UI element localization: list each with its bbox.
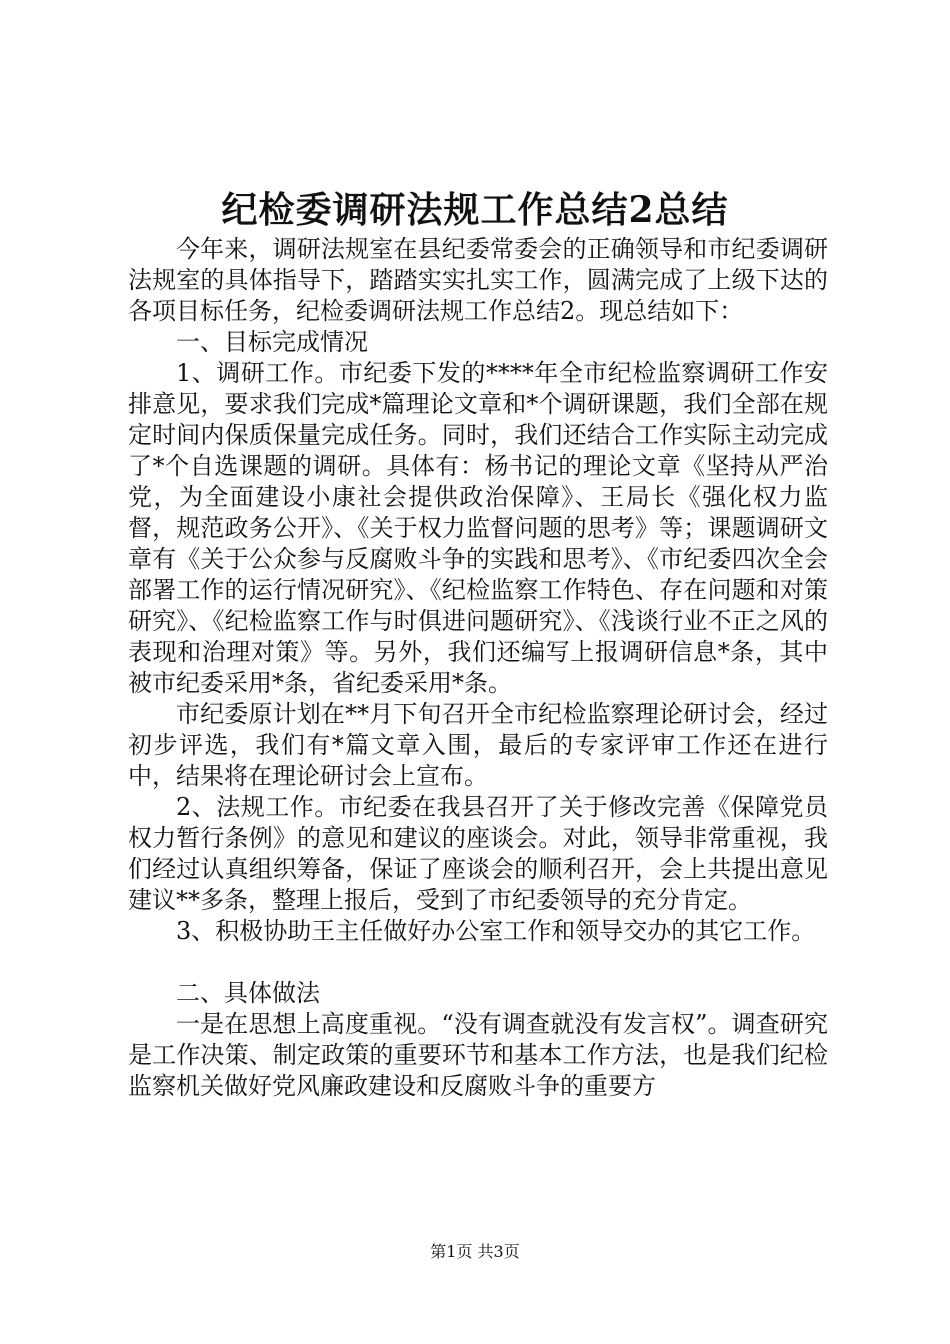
page-footer: 第1页 共3页 <box>430 1242 520 1261</box>
document-title: 纪检委调研法规工作总结2总结 <box>221 189 729 231</box>
assist-work-paragraph: 3、积极协助王主任做好办公室工作和领导交办的其它工作。 <box>176 917 816 945</box>
section-heading-goals: 一、目标完成情况 <box>176 328 368 356</box>
section-heading-methods: 二、具体做法 <box>176 979 320 1007</box>
regulation-work-paragraph: 2、法规工作。市纪委在我县召开了关于修改完善《保障党员权力暂行条例》的意见和建议的座谈会。对此，领导非常重视，我们经过认真组织筹备，保证了座谈会的顺利召开，会上共提出意见建议**多条，整理上报后，受到了市纪委领导的充分肯定。 <box>128 793 828 914</box>
seminar-paragraph: 市纪委原计划在**月下旬召开全市纪检监察理论研讨会，经过初步评选，我们有*篇文章入围，最后的专家评审工作还在进行中，结果将在理论研讨会上宣布。 <box>128 700 828 790</box>
research-work-paragraph: 1、调研工作。市纪委下发的****年全市纪检监察调研工作安排意见，要求我们完成*篇理论文章和*个调研课题，我们全部在规定时间内保质保量完成任务。同时，我们还结合工作实际主动完成了*个自选课题的调研。具体有：杨书记的理论文章《坚持从严治党，为全面建设小康社会提供政治保障》、王局长《强化权力监督，规范政务公开》、《关于权力监督问题的思考》等；课题调研文章有《关于公众参与反腐败斗争的实践和思考》、《市纪委四次全会部署工作的运行情况研究》、《纪检监察工作特色、存在问题和对策研究》、《纪检监察工作与时俱进问题研究》、《浅谈行业不正之风的表现和治理对策》等。另外，我们还编写上报调研信息*条，其中被市纪委采用*条，省纪委采用*条。 <box>128 359 828 697</box>
intro-paragraph: 今年来，调研法规室在县纪委常委会的正确领导和市纪委调研法规室的具体指导下，踏踏实实扎实工作，圆满完成了上级下达的各项目标任务，纪检委调研法规工作总结2。现总结如下： <box>128 235 828 325</box>
document-body <box>128 234 828 1102</box>
method-one-paragraph: 一是在思想上高度重视。“没有调查就没有发言权”。调查研究是工作决策、制定政策的重要环节和基本工作方法，也是我们纪检监察机关做好党风廉政建设和反腐败斗争的重要方 <box>128 1010 828 1100</box>
